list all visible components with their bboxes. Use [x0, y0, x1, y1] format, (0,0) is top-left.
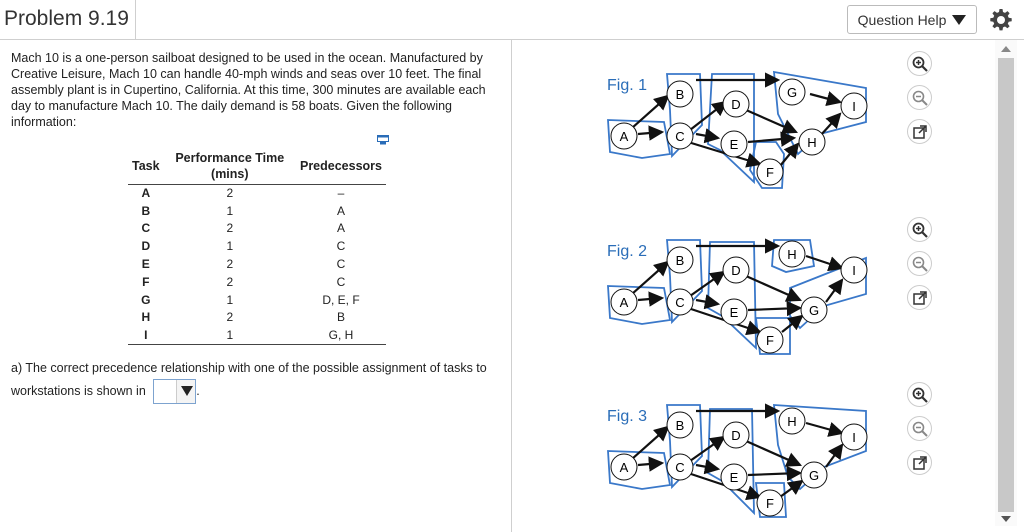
svg-text:B: B	[675, 87, 685, 102]
scroll-down-arrow-icon[interactable]	[1001, 516, 1011, 522]
task-cell: G	[141, 292, 151, 307]
svg-text:D: D	[731, 97, 741, 112]
svg-text:E: E	[729, 470, 739, 485]
table-row	[128, 327, 386, 345]
svg-text:A: A	[619, 460, 629, 475]
table-copy-icon[interactable]	[377, 135, 389, 145]
svg-text:G: G	[808, 468, 820, 483]
right-scrollbar[interactable]	[995, 40, 1017, 526]
table-row	[128, 202, 386, 220]
task-cell: C	[141, 221, 151, 236]
pred-cell: C	[336, 257, 346, 272]
pred-cell: B	[336, 310, 345, 325]
time-cell: 2	[226, 186, 234, 201]
time-cell: 2	[226, 274, 234, 289]
task-cell: B	[141, 203, 151, 218]
fig2-popout-button[interactable]	[907, 285, 932, 310]
svg-text:B: B	[675, 418, 685, 433]
popout-icon	[912, 290, 928, 306]
time-cell: 1	[226, 239, 234, 254]
svg-text:C: C	[675, 129, 685, 144]
svg-text:A: A	[619, 129, 629, 144]
fig1-zoom-in-button[interactable]	[907, 51, 932, 76]
figure-label: Fig. 3	[607, 408, 648, 425]
svg-text:F: F	[766, 165, 774, 180]
pred-cell: A	[336, 203, 345, 218]
question-prefix: a) The correct precedence relationship with one of the possible assignment of tasks to workstations is shown in	[11, 361, 487, 398]
scroll-up-arrow-icon[interactable]	[1001, 46, 1011, 52]
time-cell: 1	[226, 203, 234, 218]
zoom-out-icon	[912, 421, 928, 437]
time-cell: 2	[226, 310, 234, 325]
fig1-zoom-out-button[interactable]	[907, 85, 932, 110]
svg-text:D: D	[731, 428, 741, 443]
popout-icon	[912, 455, 928, 471]
time-cell: 1	[164, 327, 296, 345]
table-row	[128, 256, 386, 274]
svg-text:C: C	[675, 295, 685, 310]
zoom-in-icon	[912, 56, 928, 72]
header-bar	[0, 0, 1024, 40]
pred-cell: C	[336, 239, 346, 254]
table-row	[128, 291, 386, 309]
figure-label: Fig. 1	[607, 77, 648, 94]
svg-text:F: F	[766, 496, 774, 511]
popout-icon	[912, 124, 928, 140]
svg-text:I: I	[852, 263, 856, 278]
svg-text:I: I	[852, 430, 856, 445]
col-predecessors: Predecessors	[296, 148, 386, 185]
svg-text:E: E	[729, 137, 739, 152]
fig3-zoom-out-button[interactable]	[907, 416, 932, 441]
svg-text:H: H	[787, 247, 797, 262]
table-row	[128, 238, 386, 256]
time-cell: 2	[226, 221, 234, 236]
task-table	[128, 148, 386, 345]
question-help-button[interactable]	[847, 5, 977, 34]
fig2-zoom-in-button[interactable]	[907, 217, 932, 242]
pred-cell: C	[336, 274, 346, 289]
question-text	[11, 358, 505, 404]
table-row	[128, 273, 386, 291]
svg-text:A: A	[619, 295, 629, 310]
svg-text:E: E	[729, 305, 739, 320]
question-suffix: .	[196, 383, 200, 398]
figure-label: Fig. 2	[607, 243, 648, 260]
svg-text:H: H	[787, 414, 797, 429]
chevron-down-icon[interactable]	[176, 380, 195, 403]
pred-cell: D, E, F	[322, 292, 360, 307]
svg-text:G: G	[808, 303, 820, 318]
col-task: Task	[128, 148, 164, 185]
svg-text:I: I	[852, 99, 856, 114]
pred-cell: –	[337, 186, 345, 201]
time-cell: 2	[226, 257, 234, 272]
task-cell: A	[141, 186, 151, 201]
table-row	[128, 309, 386, 327]
task-cell: D	[141, 239, 151, 254]
fig2-zoom-out-button[interactable]	[907, 251, 932, 276]
question-pane	[0, 40, 512, 532]
zoom-out-icon	[912, 90, 928, 106]
svg-text:H: H	[807, 135, 817, 150]
svg-text:D: D	[731, 263, 741, 278]
figure-1	[604, 70, 874, 190]
figure-select-dropdown[interactable]	[153, 379, 196, 404]
problem-statement: Mach 10 is a one-person sailboat designed to be used in the ocean. Manufactured by Creative Leisure, Mach 10 can handle 40-mph winds and seas over 10 feet. The final assembly plant is in Cupertino, California. At this time, 300 minutes are available each day to manufacture Mach 10. The daily demand is 58 boats. Given the following information:	[11, 51, 486, 129]
gear-icon[interactable]	[989, 8, 1013, 32]
task-cell: I	[128, 327, 164, 345]
svg-text:F: F	[766, 333, 774, 348]
table-header-row	[128, 148, 386, 185]
svg-text:B: B	[675, 253, 685, 268]
figure-3	[604, 401, 874, 521]
pred-cell: A	[336, 221, 345, 236]
table-row	[128, 220, 386, 238]
table-row	[128, 185, 386, 203]
chevron-down-icon	[952, 15, 966, 25]
figure-2	[604, 236, 874, 356]
fig3-popout-button[interactable]	[907, 450, 932, 475]
zoom-out-icon	[912, 256, 928, 272]
col-time: Performance Time (mins)	[164, 148, 296, 185]
svg-text:C: C	[675, 460, 685, 475]
pred-cell: G, H	[296, 327, 386, 345]
scroll-thumb[interactable]	[998, 58, 1014, 512]
zoom-in-icon	[912, 222, 928, 238]
time-cell: 1	[226, 292, 234, 307]
task-cell: F	[142, 274, 150, 289]
task-cell: H	[141, 310, 151, 325]
svg-text:G: G	[786, 85, 798, 100]
task-cell: E	[141, 257, 150, 272]
fig1-popout-button[interactable]	[907, 119, 932, 144]
zoom-in-icon	[912, 387, 928, 403]
question-help-label: Question Help	[857, 11, 947, 28]
fig3-zoom-in-button[interactable]	[907, 382, 932, 407]
page-title: Problem 9.19	[0, 0, 136, 40]
